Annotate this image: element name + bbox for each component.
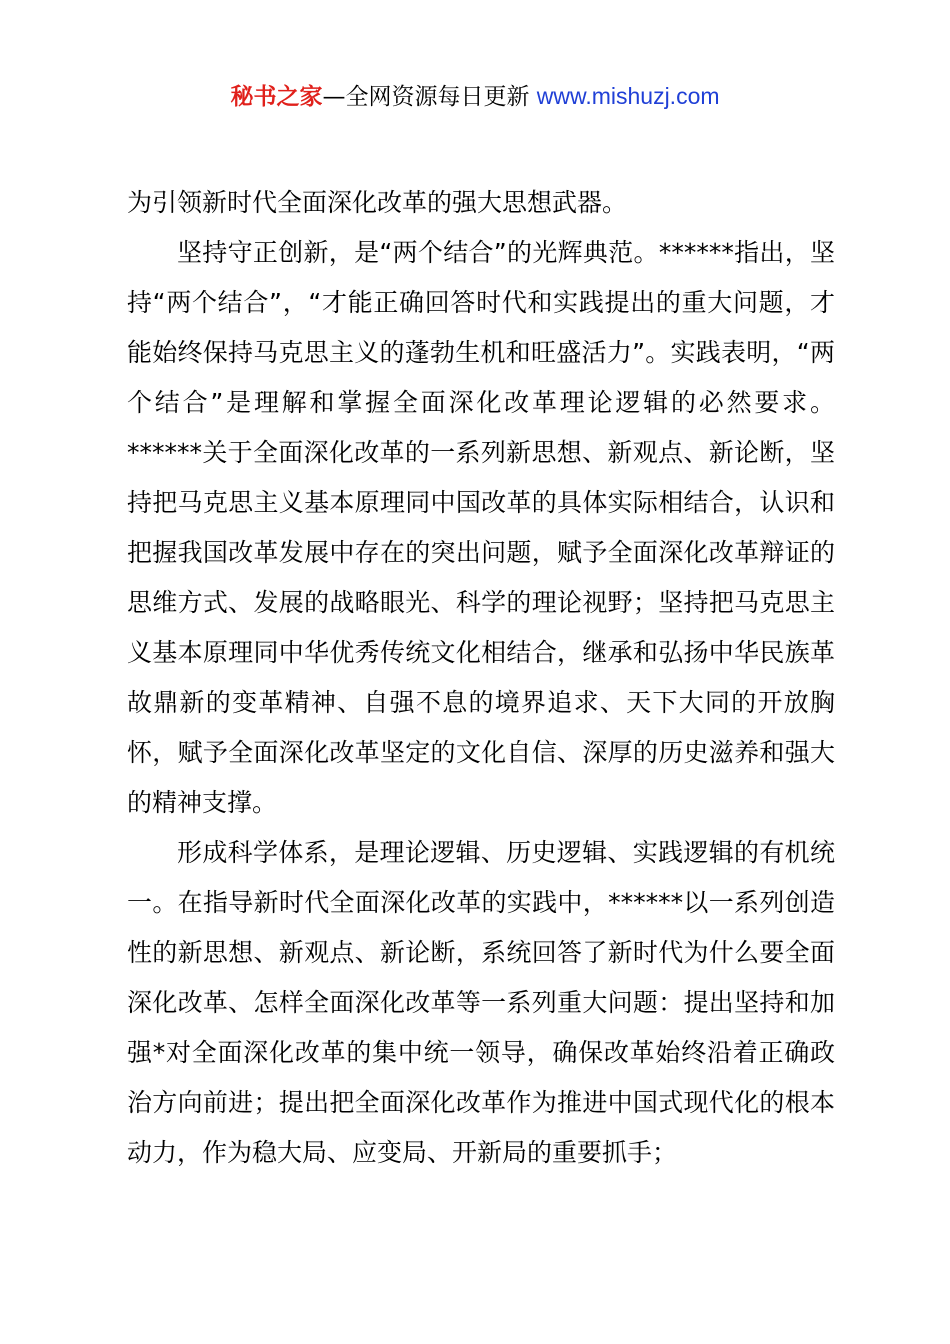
- site-tagline: —全网资源每日更新: [322, 84, 537, 110]
- site-brand: 秘书之家: [230, 84, 323, 110]
- paragraph-two-combinations: 坚持守正创新，是“两个结合”的光辉典范。******指出，坚持“两个结合”，“才能正确回答时代和实践提出的重大问题，才能始终保持马克思主义的蓬勃生机和旺盛活力”。实践表明，“两个结合”是理解和掌握全面深化改革理论逻辑的必然要求。******关于全面深化改革的一系列新思想、新观点、新论断，坚持把马克思主义基本原理同中国改革的具体实际相结合，认识和把握我国改革发展中存在的突出问题，赋予全面深化改革辩证的思维方式、发展的战略眼光、科学的理论视野；坚持把马克思主义基本原理同中华优秀传统文化相结合，继承和弘扬中华民族革故鼎新的变革精神、自强不息的境界追求、天下大同的开放胸怀，赋予全面深化改革坚定的文化自信、深厚的历史滋养和强大的精神支撑。: [127, 238, 835, 817]
- paragraph-continuation: 为引领新时代全面深化改革的强大思想武器。: [127, 188, 628, 217]
- paragraph-scientific-system: 形成科学体系，是理论逻辑、历史逻辑、实践逻辑的有机统一。在指导新时代全面深化改革的实践中，******以一系列创造性的新思想、新观点、新论断，系统回答了新时代为什么要全面深化改革、怎样全面深化改革等一系列重大问题：提出坚持和加强*对全面深化改革的集中统一领导，确保改革始终沿着正确政治方向前进；提出把全面深化改革作为推进中国式现代化的根本动力，作为稳大局、应变局、开新局的重要抓手；: [127, 838, 835, 1167]
- document-body: [127, 178, 835, 1178]
- page-header: [0, 80, 950, 113]
- site-url-link[interactable]: www.mishuzj.com: [536, 83, 720, 109]
